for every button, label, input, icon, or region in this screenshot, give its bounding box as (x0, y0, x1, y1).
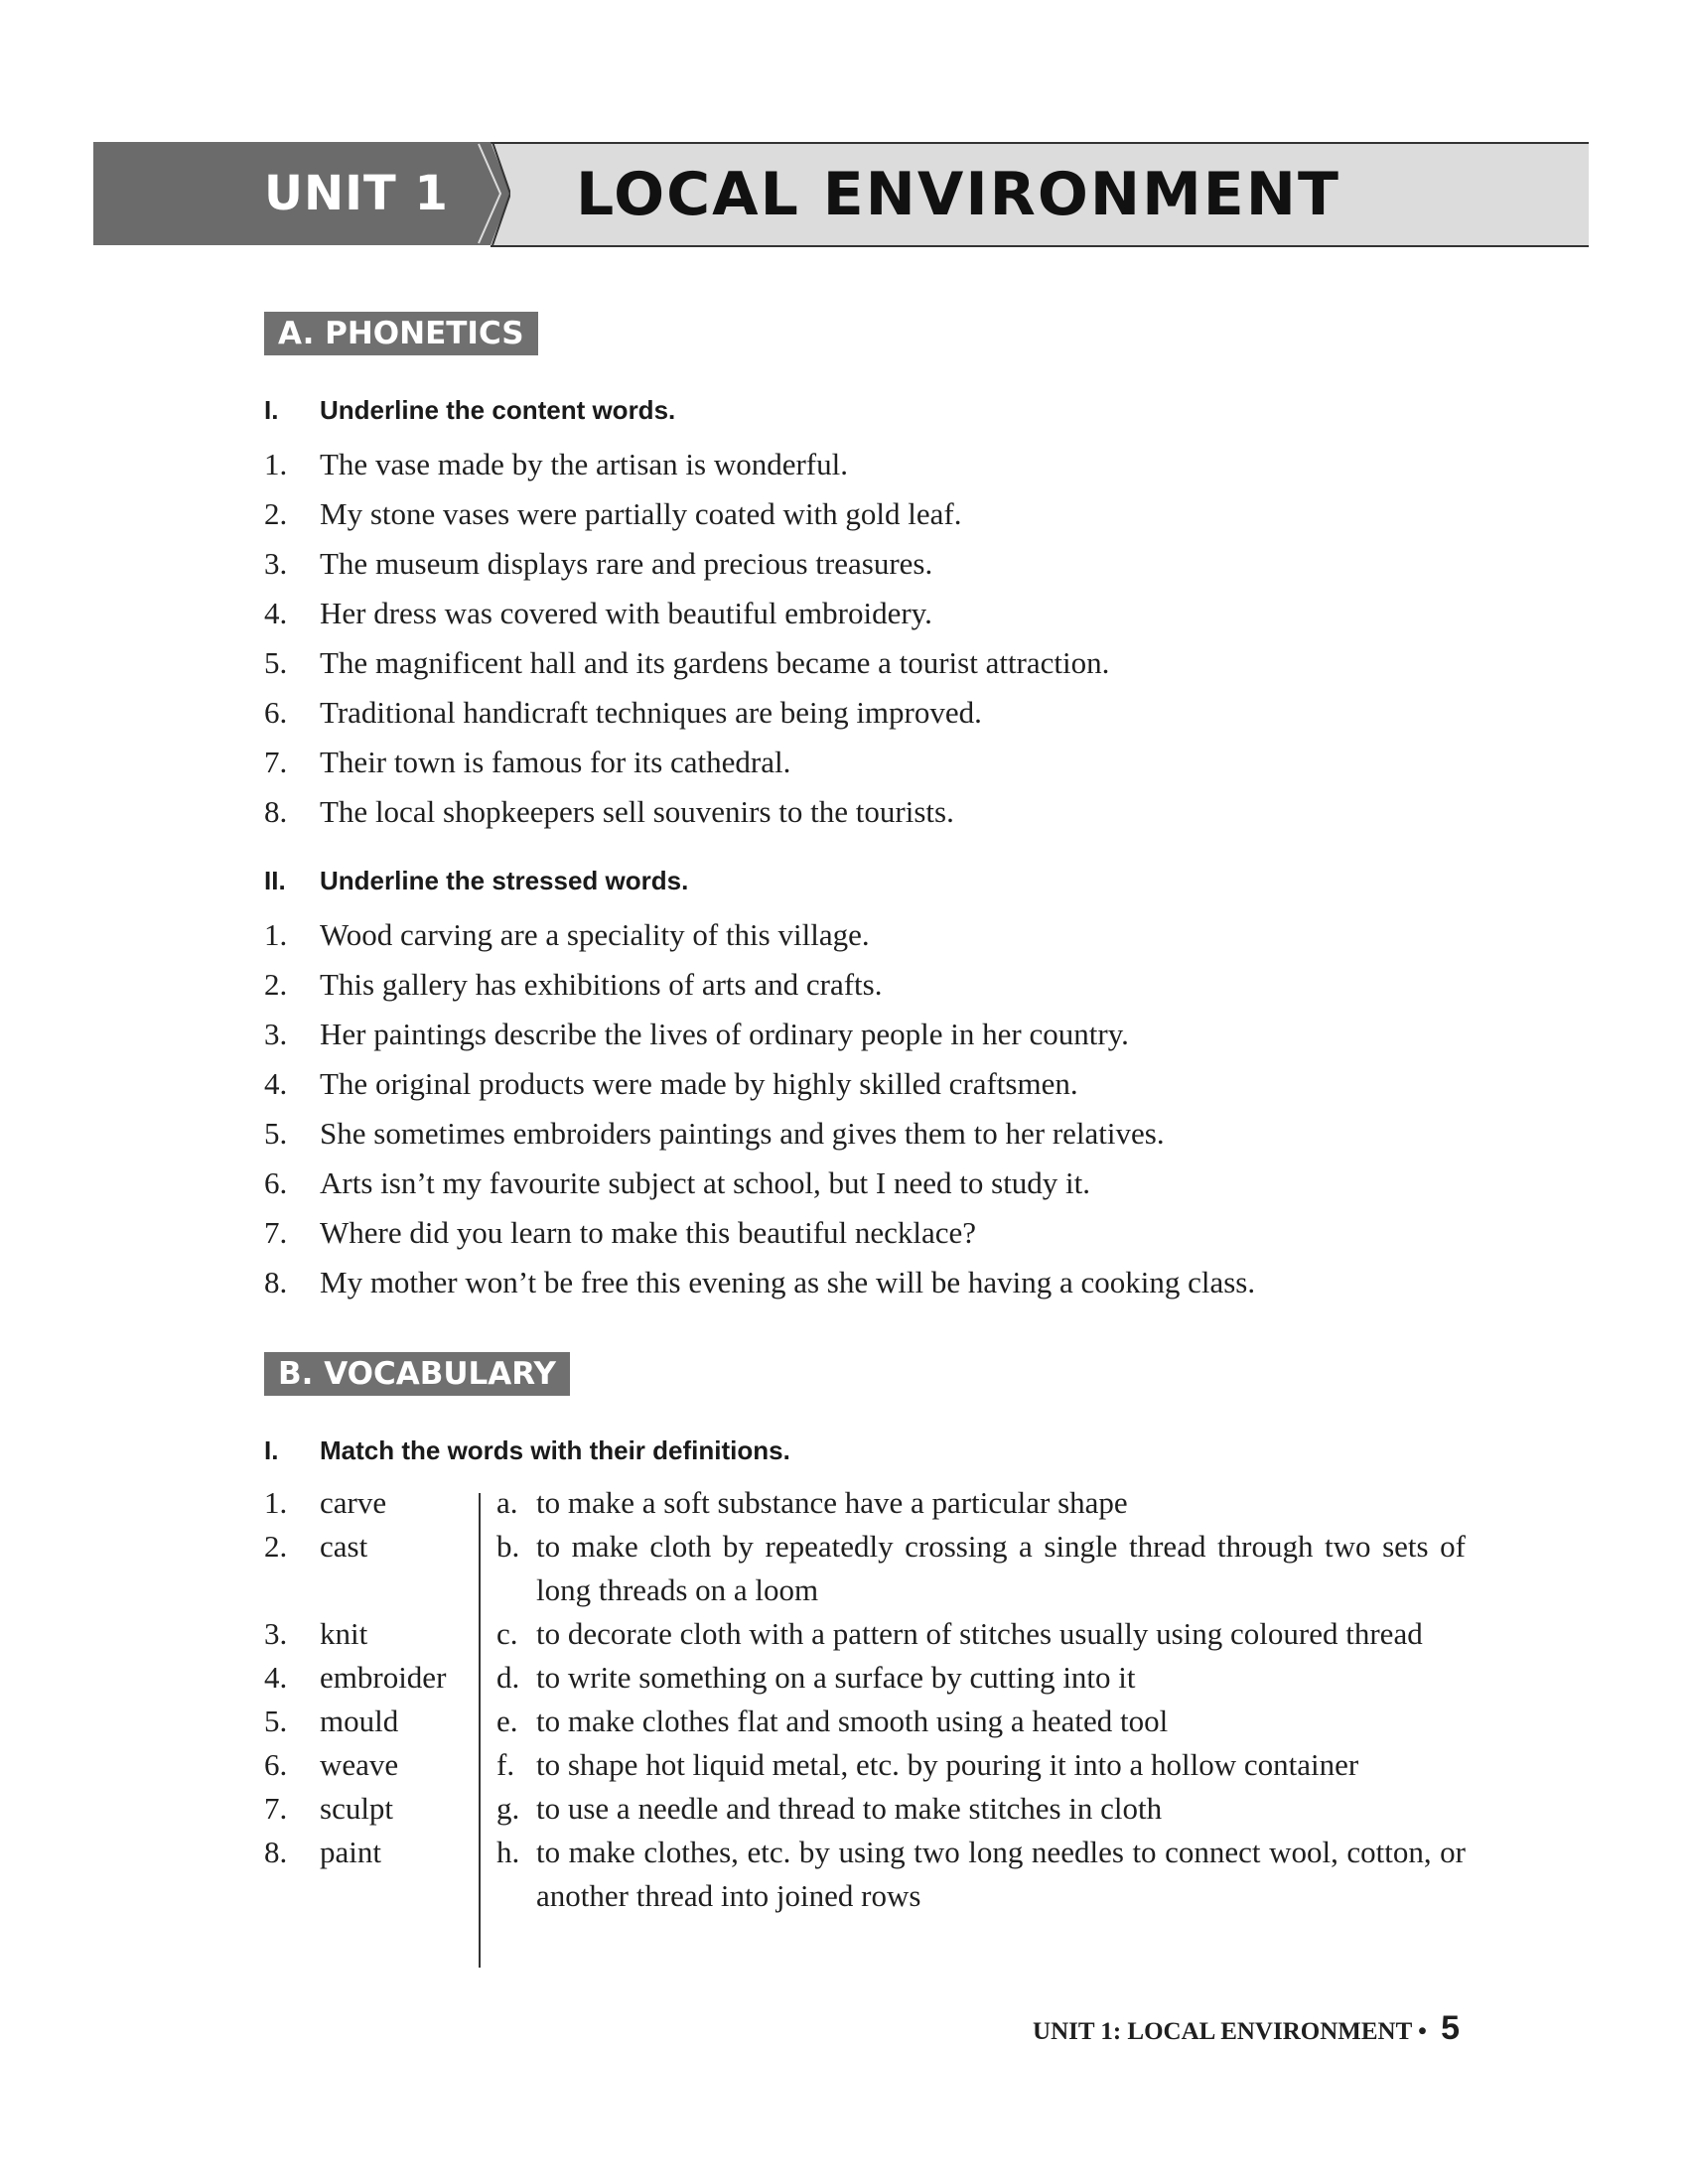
item-number: 5. (264, 1116, 288, 1151)
item-text: The museum displays rare and precious treasures. (320, 546, 933, 581)
item-number: 6. (264, 695, 288, 730)
list-item (264, 638, 1109, 688)
item-number: 8. (264, 794, 288, 829)
item-number: 2. (264, 967, 288, 1002)
word-item (264, 1612, 367, 1656)
item-number: 6. (264, 1165, 288, 1200)
item-number: 3. (264, 546, 288, 581)
unit-banner (93, 142, 1589, 245)
definition-text: to make cloth by repeatedly crossing a single thread through two sets of long threads on a loom (536, 1529, 1466, 1607)
list-item (264, 960, 1255, 1010)
section-a-part1-list (264, 440, 1109, 837)
list-item (264, 489, 1109, 539)
list-item (264, 539, 1109, 589)
section-b-part1-instruction (264, 1435, 790, 1466)
list-item (264, 1159, 1255, 1208)
definition-text: to make clothes, etc. by using two long needles to connect wool, cotton, or another thread into joined rows (536, 1835, 1466, 1913)
list-item (264, 910, 1255, 960)
definition-text: to write something on a surface by cutting into it (536, 1660, 1136, 1695)
list-item (264, 1208, 1255, 1258)
item-text: She sometimes embroiders paintings and gives them to her relatives. (320, 1116, 1165, 1151)
word-text: cast (320, 1529, 368, 1564)
item-number: 4. (264, 1066, 288, 1101)
page-number: 5 (1441, 2009, 1460, 2047)
word-item (264, 1787, 393, 1831)
list-item (264, 1059, 1255, 1109)
definition-text: to make a soft substance have a particular shape (536, 1485, 1128, 1520)
definition-item (496, 1787, 1466, 1831)
word-text: paint (320, 1835, 381, 1869)
footer-bullet: • (1418, 2018, 1427, 2045)
item-text: Arts isn’t my favourite subject at school, but I need to study it. (320, 1165, 1091, 1200)
unit-title: LOCAL ENVIRONMENT (576, 160, 1340, 229)
list-item (264, 787, 1109, 837)
section-a-part2-list (264, 910, 1255, 1307)
item-number: 2. (264, 496, 288, 531)
item-number: 2. (264, 1529, 288, 1564)
item-text: Wood carving are a speciality of this village. (320, 917, 870, 952)
word-text: carve (320, 1485, 387, 1520)
definition-text: to use a needle and thread to make stitches in cloth (536, 1791, 1163, 1826)
definition-item (496, 1656, 1466, 1700)
instruction-number: I. (264, 395, 279, 425)
section-b-tag: B. VOCABULARY (264, 1352, 570, 1396)
word-text: embroider (320, 1660, 447, 1695)
item-number: 1. (264, 917, 288, 952)
unit-label: UNIT 1 (264, 166, 449, 221)
instruction-text: Underline the stressed words. (320, 866, 689, 895)
list-item (264, 688, 1109, 738)
item-text: Their town is famous for its cathedral. (320, 745, 791, 779)
definition-item (496, 1481, 1466, 1525)
item-text: The vase made by the artisan is wonderful. (320, 447, 848, 481)
word-text: mould (320, 1704, 399, 1738)
definition-item (496, 1831, 1466, 1918)
definition-item (496, 1525, 1466, 1612)
list-item (264, 589, 1109, 638)
item-text: The original products were made by highly skilled craftsmen. (320, 1066, 1078, 1101)
word-text: knit (320, 1616, 368, 1651)
chevron-icon (471, 142, 510, 245)
column-divider (479, 1493, 481, 1968)
definition-letter: c. (496, 1616, 518, 1651)
item-text: This gallery has exhibitions of arts and crafts. (320, 967, 883, 1002)
section-a-tag: A. PHONETICS (264, 312, 538, 355)
list-item (264, 738, 1109, 787)
definition-text: to shape hot liquid metal, etc. by pouring it into a hollow container (536, 1747, 1359, 1782)
word-item (264, 1743, 398, 1787)
word-item (264, 1525, 367, 1569)
item-text: Her dress was covered with beautiful embroidery. (320, 596, 932, 630)
item-number: 7. (264, 1215, 288, 1250)
word-text: weave (320, 1747, 399, 1782)
item-number: 4. (264, 1660, 288, 1695)
running-head: UNIT 1: LOCAL ENVIRONMENT (1033, 2018, 1412, 2045)
word-item (264, 1656, 446, 1700)
definition-item (496, 1612, 1466, 1656)
page-footer (1033, 2009, 1460, 2048)
item-number: 5. (264, 1704, 288, 1738)
item-text: My stone vases were partially coated with gold leaf. (320, 496, 962, 531)
definition-text: to decorate cloth with a pattern of stitches usually using coloured thread (536, 1616, 1423, 1651)
list-item (264, 1258, 1255, 1307)
item-number: 1. (264, 1485, 288, 1520)
section-a-part2-instruction (264, 866, 688, 896)
definition-letter: g. (496, 1791, 520, 1826)
definition-item (496, 1743, 1466, 1787)
instruction-number: I. (264, 1435, 279, 1465)
definition-letter: a. (496, 1485, 518, 1520)
word-item (264, 1700, 398, 1743)
word-text: sculpt (320, 1791, 394, 1826)
definition-item (496, 1700, 1466, 1743)
item-number: 3. (264, 1616, 288, 1651)
item-number: 8. (264, 1265, 288, 1299)
list-item (264, 440, 1109, 489)
word-item (264, 1831, 381, 1874)
item-text: Traditional handicraft techniques are being improved. (320, 695, 982, 730)
item-text: Her paintings describe the lives of ordinary people in her country. (320, 1017, 1129, 1051)
item-number: 1. (264, 447, 288, 481)
instruction-number: II. (264, 866, 286, 895)
item-number: 6. (264, 1747, 288, 1782)
definition-column (496, 1481, 1466, 1918)
item-number: 8. (264, 1835, 288, 1869)
definition-text: to make clothes flat and smooth using a heated tool (536, 1704, 1169, 1738)
item-text: The local shopkeepers sell souvenirs to the tourists. (320, 794, 954, 829)
item-text: My mother won’t be free this evening as she will be having a cooking class. (320, 1265, 1256, 1299)
item-text: The magnificent hall and its gardens became a tourist attraction. (320, 645, 1110, 680)
item-number: 7. (264, 1791, 288, 1826)
definition-letter: d. (496, 1660, 520, 1695)
word-item (264, 1481, 386, 1525)
definition-letter: b. (496, 1529, 520, 1564)
section-a-part1-instruction (264, 395, 675, 426)
instruction-text: Underline the content words. (320, 395, 676, 425)
instruction-text: Match the words with their definitions. (320, 1435, 790, 1465)
definition-letter: f. (496, 1747, 515, 1782)
definition-letter: e. (496, 1704, 518, 1738)
item-number: 3. (264, 1017, 288, 1051)
definition-letter: h. (496, 1835, 520, 1869)
item-number: 7. (264, 745, 288, 779)
list-item (264, 1109, 1255, 1159)
item-text: Where did you learn to make this beautiful necklace? (320, 1215, 977, 1250)
item-number: 4. (264, 596, 288, 630)
item-number: 5. (264, 645, 288, 680)
list-item (264, 1010, 1255, 1059)
